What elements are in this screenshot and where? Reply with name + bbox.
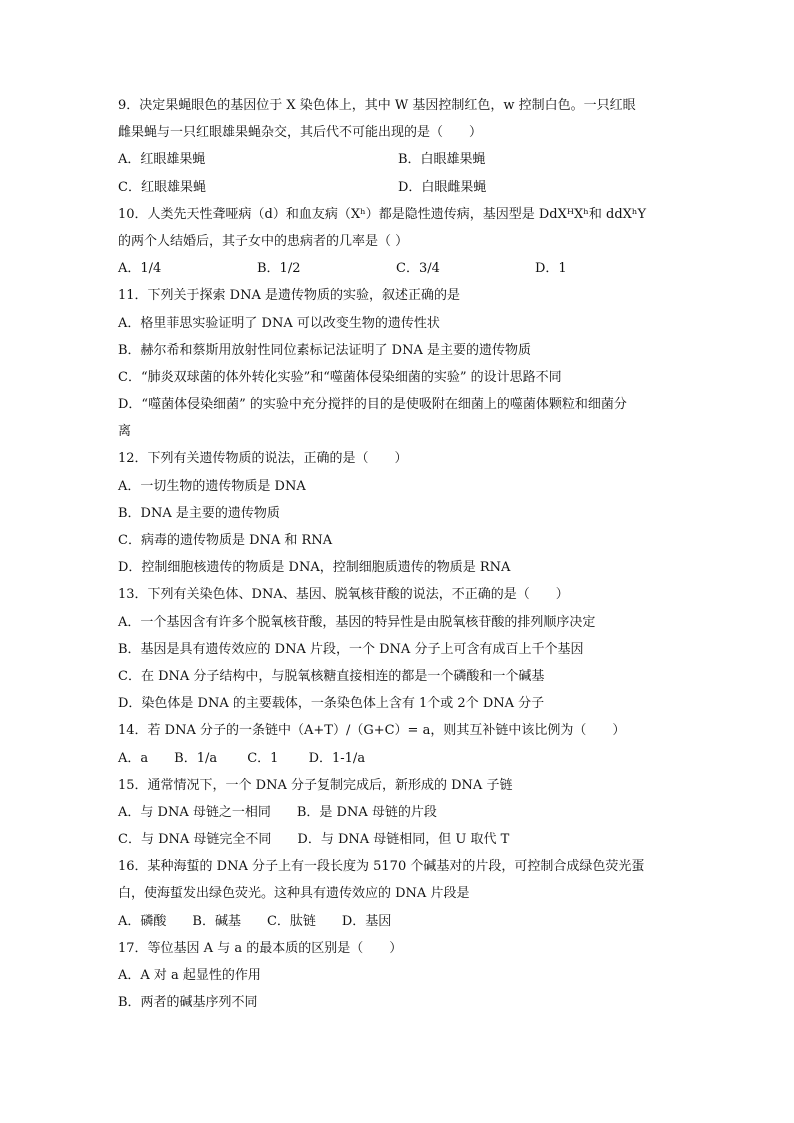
option-c: C．在 DNA 分子结构中，与脱氧核糖直接相连的都是一个磷酸和一个碱基: [118, 668, 545, 684]
question-10: [118, 201, 678, 283]
option-row: C．与 DNA 母链完全不同 D．与 DNA 母链相同，但 U 取代 T: [118, 832, 510, 848]
question-stem: 11．下列关于探索 DNA 是遗传物质的实验，叙述正确的是: [118, 288, 460, 304]
option-a: A．红眼雄果蝇: [118, 152, 206, 168]
question-stem: 9．决定果蝇眼色的基因位于 X 染色体上，其中 W 基因控制红色，w 控制白色。一只红眼: [118, 98, 636, 113]
question-16: [118, 853, 678, 935]
option-row: [118, 146, 678, 173]
option-c: C．病毒的遗传物质是 DNA 和 RNA: [118, 533, 333, 548]
question-stem: 16．某种海蜇的 DNA 分子上有一段长度为 5170 个碱基对的片段，可控制合成绿色荧光蛋: [118, 859, 645, 875]
option-b: B．基因是具有遗传效应的 DNA 片段，一个 DNA 分子上可含有成百上千个基因: [118, 641, 584, 657]
question-stem: 13．下列有关染色体、DNA、基因、脱氧核苷酸的说法，不正确的是（ ）: [118, 587, 569, 603]
option-a: A．A 对 a 起显性的作用: [118, 968, 261, 983]
question-stem: 15．通常情况下，一个 DNA 分子复制完成后，新形成的 DNA 子链: [118, 777, 513, 793]
option-d: D．白眼雌果蝇: [398, 179, 487, 195]
option-d: D．“噬菌体侵染细菌” 的实验中充分搅拌的目的是使吸附在细菌上的噬菌体颗粒和细菌分: [118, 397, 627, 413]
option-c: C．“肺炎双球菌的体外转化实验”和“噬菌体侵染细菌的实验” 的设计思路不同: [118, 369, 562, 385]
question-12: [118, 445, 678, 581]
option-row: A．a B．1/a C．1 D．1-1/a: [118, 750, 366, 766]
option-b: B．1/2: [257, 261, 301, 277]
option-a: A．一个基因含有许多个脱氧核苷酸，基因的特异性是由脱氧核苷酸的排列顺序决定: [118, 614, 596, 630]
question-stem: 12．下列有关遗传物质的说法，正确的是（ ）: [118, 451, 408, 467]
option-d: D．染色体是 DNA 的主要载体，一条染色体上含有 1个或 2个 DNA 分子: [118, 696, 545, 712]
option-a: A．格里菲思实验证明了 DNA 可以改变生物的遗传性状: [118, 315, 440, 331]
question-17: [118, 935, 678, 1017]
question-11: [118, 282, 678, 445]
question-13: [118, 581, 678, 717]
option-row: [118, 174, 678, 201]
question-list: [118, 92, 678, 1016]
option-row: A．与 DNA 母链之一相同 B．是 DNA 母链的片段: [118, 804, 437, 820]
question-stem: 的两个人结婚后，其子女中的患病者的几率是（ ）: [118, 233, 409, 249]
question-14: [118, 717, 678, 771]
option-b: B．白眼雄果蝇: [398, 152, 486, 168]
option-d-continued: 离: [118, 424, 132, 440]
question-stem: 17．等位基因 A 与 a 的最本质的区别是（ ）: [118, 940, 403, 956]
option-row: [118, 255, 678, 282]
option-c: C．红眼雄果蝇: [118, 179, 206, 195]
question-stem: 14．若 DNA 分子的一条链中（A+T）/（G+C）= a，则其互补链中该比例为（ ）: [118, 723, 626, 739]
option-d: D．1: [535, 261, 567, 277]
question-stem: 雌果蝇与一只红眼雄果蝇杂交，其后代不可能出现的是（ ）: [118, 125, 483, 141]
question-stem: 白，使海蜇发出绿色荧光。这种具有遗传效应的 DNA 片段是: [118, 886, 470, 902]
option-b: B．赫尔希和蔡斯用放射性同位素标记法证明了 DNA 是主要的遗传物质: [118, 342, 532, 358]
question-9: [118, 92, 678, 201]
option-b: B．DNA 是主要的遗传物质: [118, 505, 280, 521]
option-row: A．磷酸 B．碱基 C．肽链 D．基因: [118, 913, 392, 929]
question-stem: 10．人类先天性聋哑病（d）和血友病（Xʰ）都是隐性遗传病，基因型是 DdXᴴXʰ和 ddXʰY: [118, 206, 647, 222]
option-d: D．控制细胞核遗传的物质是 DNA，控制细胞质遗传的物质是 RNA: [118, 560, 511, 576]
option-a: A．一切生物的遗传物质是 DNA: [118, 478, 306, 494]
option-b: B．两者的碱基序列不同: [118, 995, 258, 1011]
option-c: C．3/4: [396, 261, 440, 277]
question-15: [118, 772, 678, 854]
option-a: A．1/4: [118, 261, 162, 277]
